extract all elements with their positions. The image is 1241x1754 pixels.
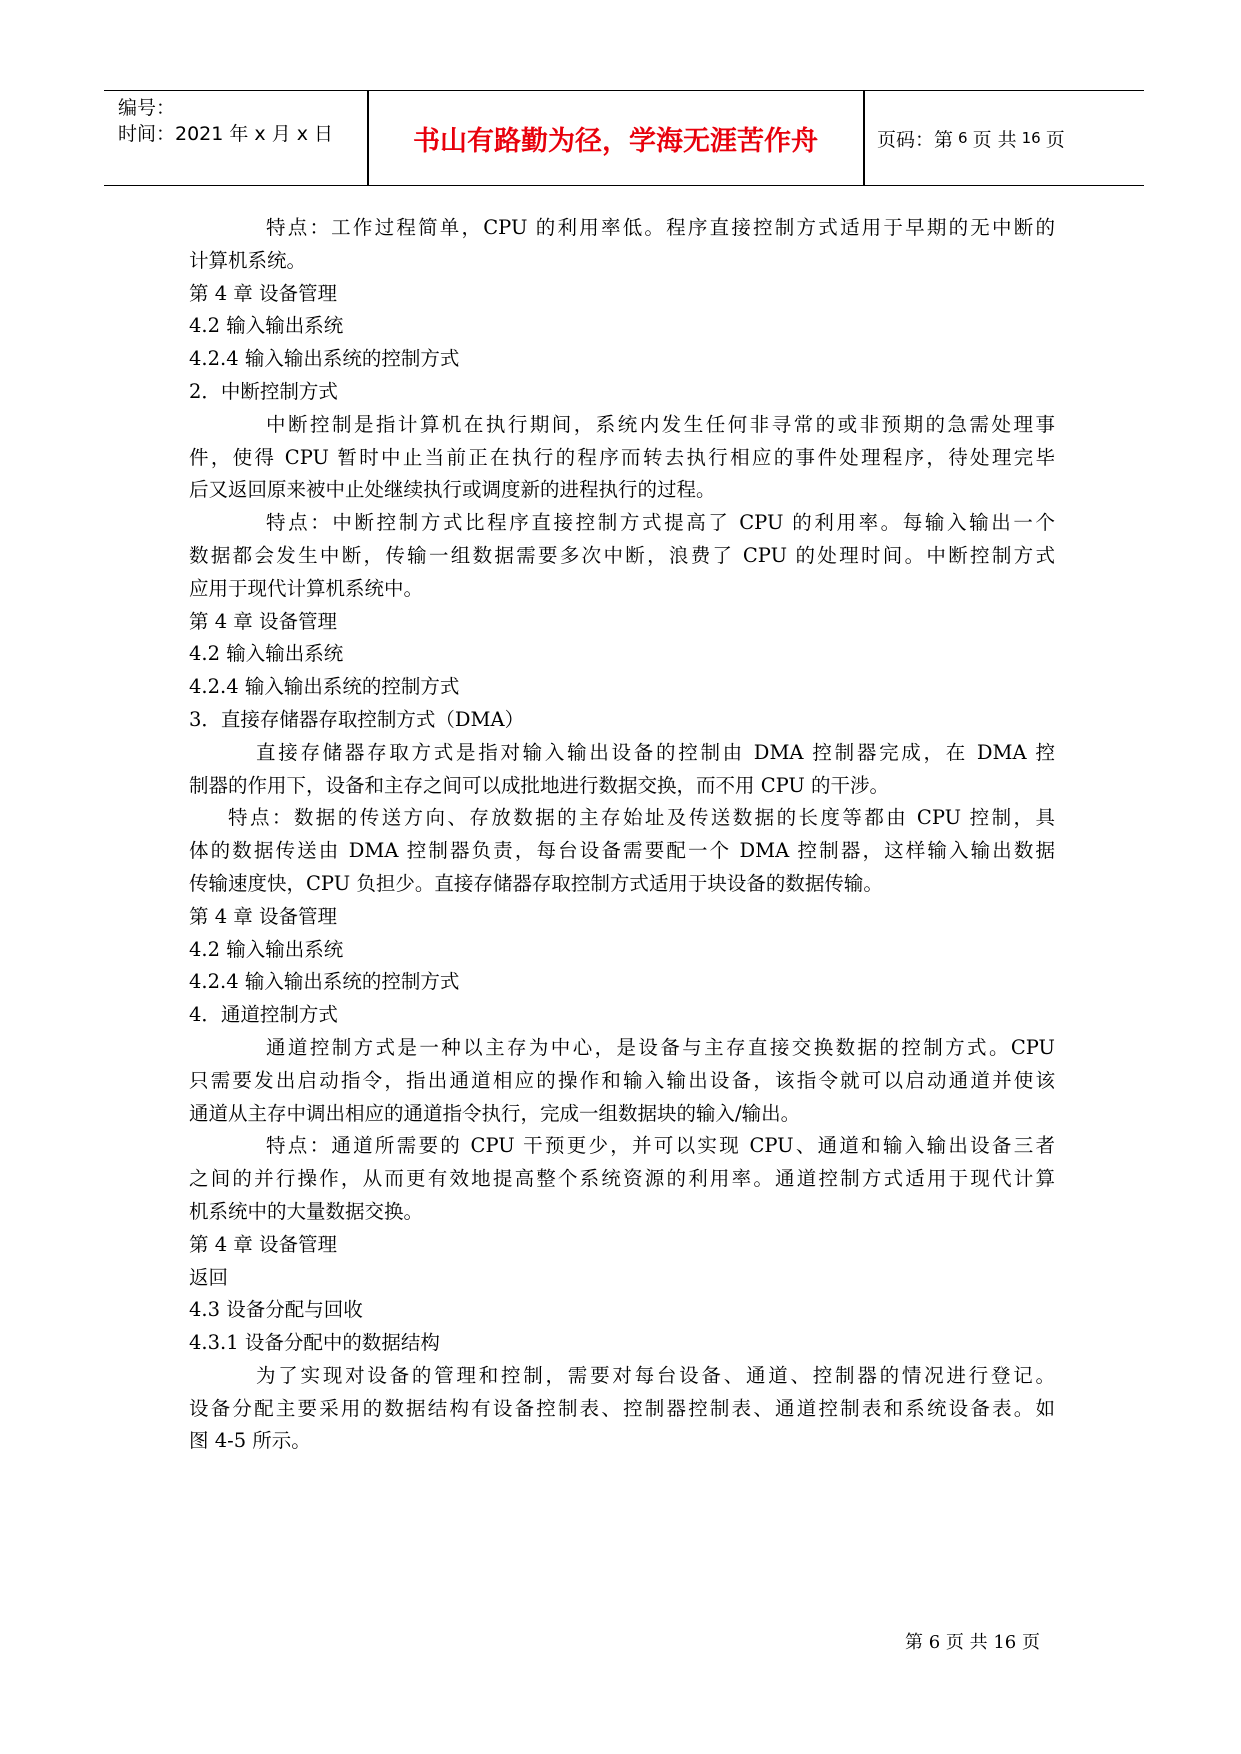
paragraph-line: 件，使得 CPU 暂时中止当前正在执行的程序而转去执行相应的事件处理程序，待处理完毕 [189,445,1055,469]
header-divider [863,91,865,185]
paragraph-line: 图 4-5 所示。 [189,1429,311,1453]
paragraph-line: 特点：工作过程简单，CPU 的利用率低。程序直接控制方式适用于早期的无中断的 [266,216,1055,239]
page-suffix: 页 [1045,128,1065,151]
subsection-heading: 4.3.1 设备分配中的数据结构 [189,1331,440,1355]
header-motto: 书山有路勤为径，学海无涯苦作舟 [413,125,818,157]
subsection-heading: 4.2.4 输入输出系统的控制方式 [189,347,460,371]
paragraph-line: 特点：数据的传送方向、存放数据的主存始址及传送数据的长度等都由 CPU 控制，具 [228,806,1055,830]
chapter-heading: 第 4 章 设备管理 [189,609,338,633]
page-mid: 页 共 [972,128,1017,151]
document-time-label: 时间：2021 年 x 月 x 日 [118,123,334,145]
paragraph-line: 设备分配主要采用的数据结构有设备控制表、控制器控制表、通道控制表和系统设备表。如 [189,1396,1055,1420]
paragraph-line: 数据都会发生中断，传输一组数据需要多次中断，浪费了 CPU 的处理时间。中断控制方式 [189,543,1055,567]
paragraph-line: 后又返回原来被中止处继续执行或调度新的进程执行的过程。 [189,478,716,502]
page-current: 6 [958,129,968,147]
page-total: 16 [1021,129,1041,147]
chapter-heading: 第 4 章 设备管理 [189,1232,338,1256]
page-header [104,90,1144,186]
document-body [189,212,1055,1458]
subsection-heading: 4.2.4 输入输出系统的控制方式 [189,675,460,699]
chapter-heading: 第 4 章 设备管理 [189,281,338,305]
paragraph-line: 通道从主存中调出相应的通道指令执行，完成一组数据块的输入/输出。 [189,1101,801,1125]
chapter-heading: 第 4 章 设备管理 [189,904,338,928]
paragraph-line: 通道控制方式是一种以主存为中心，是设备与主存直接交换数据的控制方式。CPU [266,1035,1055,1059]
paragraph-line: 特点：通道所需要的 CPU 干预更少，并可以实现 CPU、通道和输入输出设备三者 [266,1134,1055,1158]
back-link-text: 返回 [189,1265,229,1289]
paragraph-line: 计算机系统。 [189,248,307,272]
paragraph-line: 体的数据传送由 DMA 控制器负责，每台设备需要配一个 DMA 控制器，这样输入输出数据 [189,839,1055,863]
topic-heading: 4．通道控制方式 [189,1003,338,1027]
section-heading: 4.3 设备分配与回收 [189,1298,363,1322]
subsection-heading: 4.2.4 输入输出系统的控制方式 [189,970,460,994]
section-heading: 4.2 输入输出系统 [189,642,344,666]
paragraph-line: 机系统中的大量数据交换。 [189,1199,424,1223]
paragraph-line: 应用于现代计算机系统中。 [189,576,424,600]
header-page-indicator [877,91,1065,185]
paragraph-line: 特点：中断控制方式比程序直接控制方式提高了 CPU 的利用率。每输入输出一个 [266,511,1055,535]
topic-heading: 2．中断控制方式 [189,379,338,403]
page-footer: 第 6 页 共 16 页 [905,1632,1040,1653]
paragraph-line: 直接存储器存取方式是指对输入输出设备的控制由 DMA 控制器完成，在 DMA 控 [256,740,1055,764]
document-number-label: 编号： [118,97,176,119]
paragraph-line: 只需要发出启动指令，指出通道相应的操作和输入输出设备，该指令就可以启动通道并使该 [189,1068,1055,1092]
paragraph-line: 中断控制是指计算机在执行期间，系统内发生任何非寻常的或非预期的急需处理事 [266,412,1055,436]
section-heading: 4.2 输入输出系统 [189,314,344,338]
paragraph-line: 之间的并行操作，从而更有效地提高整个系统资源的利用率。通道控制方式适用于现代计算 [189,1167,1055,1191]
paragraph-line: 为了实现对设备的管理和控制，需要对每台设备、通道、控制器的情况进行登记。 [256,1363,1055,1387]
paragraph-line: 制器的作用下，设备和主存之间可以成批地进行数据交换，而不用 CPU 的干涉。 [189,773,890,797]
topic-heading: 3．直接存储器存取控制方式（DMA） [189,707,525,731]
page-prefix: 页码：第 [877,128,954,151]
paragraph-line: 传输速度快，CPU 负担少。直接存储器存取控制方式适用于块设备的数据传输。 [189,871,883,895]
section-heading: 4.2 输入输出系统 [189,937,344,961]
